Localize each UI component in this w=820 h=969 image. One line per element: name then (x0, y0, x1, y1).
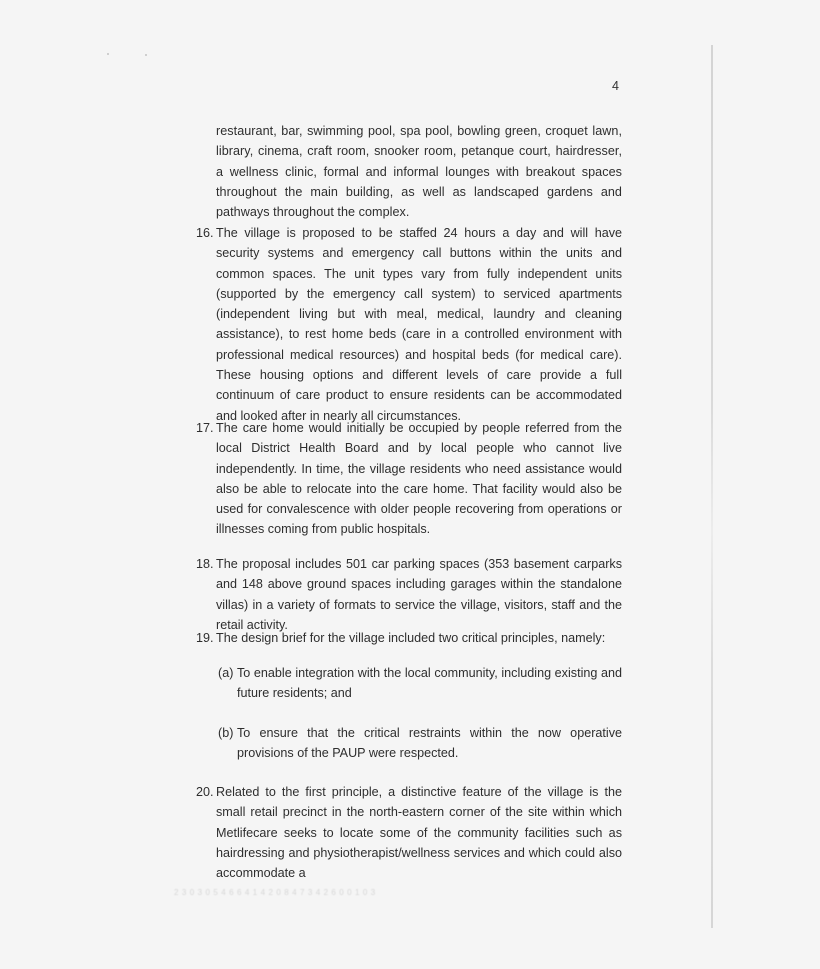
subparagraph-text: To enable integration with the local community, including existing and future residents; and (237, 666, 622, 701)
subparagraph-label: (a) (218, 666, 234, 680)
paragraph-18 (196, 554, 622, 635)
paragraph-text: Related to the first principle, a distinctive feature of the village is the small retail precinct in the north-eastern corner of the site within which Metlifecare seeks to locate some of the community facilities such as hairdressing and physiotherapist/wellness services and which could also accommodate a (216, 785, 622, 881)
page-number: 4 (612, 79, 619, 93)
subparagraph-text: To ensure that the critical restraints within the now operative provisions of the PAUP were respected. (237, 726, 622, 761)
paragraph-number: 20. (196, 785, 214, 799)
paragraph-number: 17. (196, 421, 214, 435)
continuation-paragraph: restaurant, bar, swimming pool, spa pool, bowling green, croquet lawn, library, cinema, craft room, snooker room, petanque court, hairdresser, a wellness clinic, formal and informal lounges with breakout spaces throughout the main building, as well as landscaped gardens and pathways throughout the complex. (216, 124, 622, 220)
paragraph-number: 19. (196, 631, 214, 645)
paragraph-number: 16. (196, 226, 214, 240)
paragraph-19 (196, 628, 622, 648)
paragraph-text: The design brief for the village included two critical principles, namely: (216, 631, 606, 645)
paragraph-text: The village is proposed to be staffed 24 hours a day and will have security systems and emergency call buttons within the units and common spaces. The unit types vary from fully independent units (supported by the emergency call system) to serviced apartments (independent living but with meal, medical, laundry and cleaning assistance), to rest home beds (care in a controlled environment with professional medical resources) and hospital beds (for medical care). These housing options and different levels of care provide a full continuum of care product to ensure residents can be accommodated and looked after in nearly all circumstances. (216, 226, 622, 423)
subparagraph-label: (b) (218, 726, 234, 740)
paragraph-20 (196, 782, 622, 883)
subparagraph-a (218, 663, 622, 704)
page-edge-line (711, 45, 713, 928)
scan-artifact (107, 53, 109, 55)
paragraph-text: The care home would initially be occupied by people referred from the local District Health Board and by local people who cannot live independently. In time, the village residents who need assistance would also be able to relocate into the care home. That facility would also be used for convalescence with older people recovering from operations or illnesses coming from public hospitals. (216, 421, 622, 537)
paragraph-17 (196, 418, 622, 540)
scan-artifact (145, 54, 147, 56)
paragraph-16 (196, 223, 622, 426)
subparagraph-b (218, 723, 622, 764)
paragraph-text: The proposal includes 501 car parking spaces (353 basement carparks and 148 above ground spaces including garages within the standalone villas) in a variety of formats to service the village, visitors, staff and the retail activity. (216, 557, 622, 632)
paragraph-number: 18. (196, 557, 214, 571)
footer-reference: 2 3 0 3 0 5 4 6 6 4 1 4 2 0 8 4 7 3 4 2 6 0 0 1 0 3 (174, 888, 376, 897)
